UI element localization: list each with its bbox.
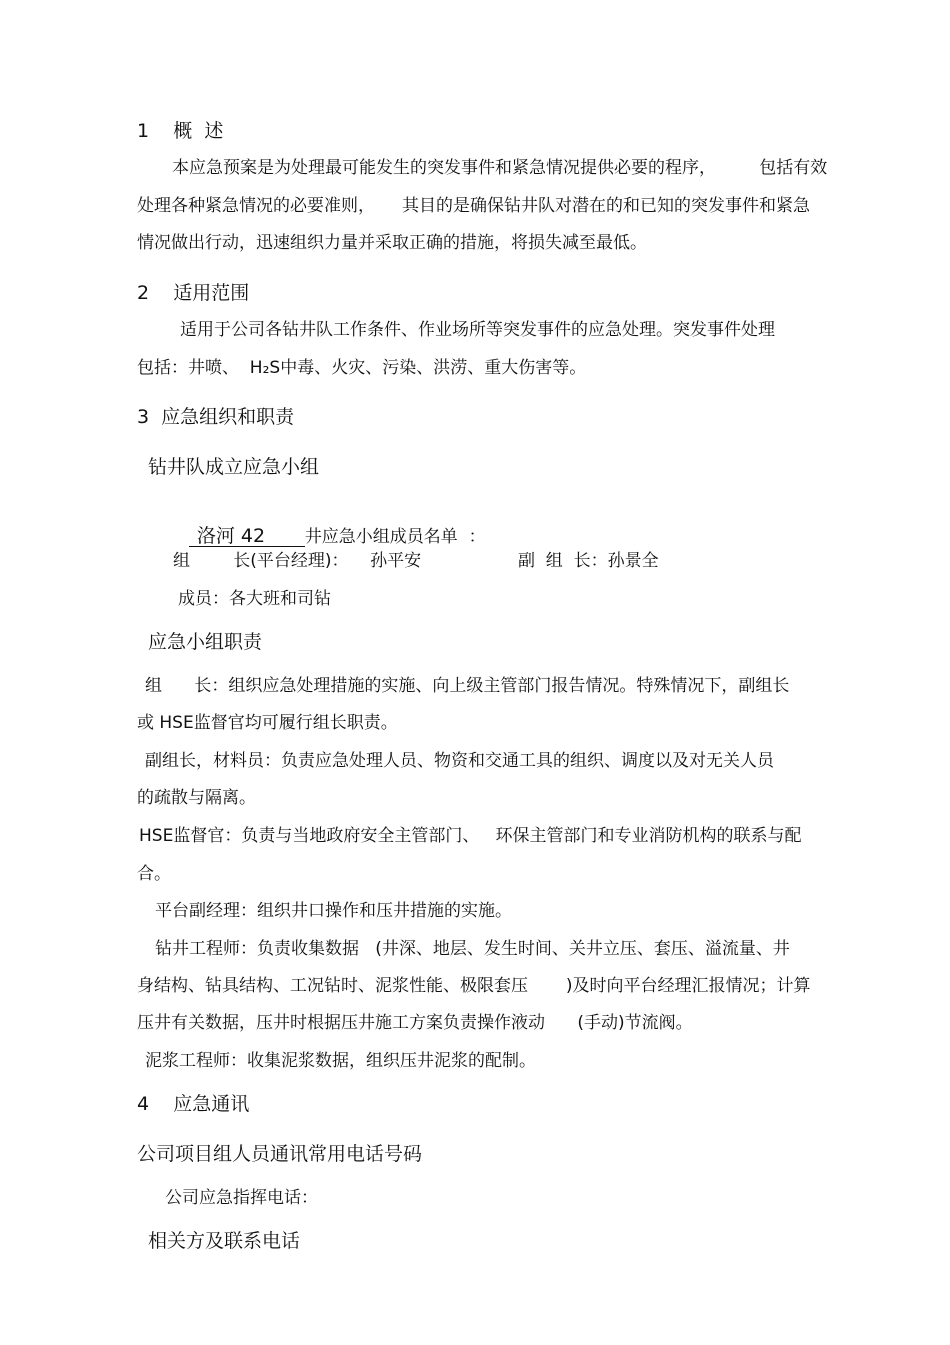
team-leader: 组 长(平台经理)： 孙平安 (173, 551, 422, 571)
section-2-line-1: 适用于公司各钻井队工作条件、作业场所等突发事件的应急处理。突发事件处理 (180, 320, 775, 340)
duty-line-4: 的疏散与隔离。 (137, 788, 256, 808)
duty-line-1: 组 长：组织应急处理措施的实施、向上级主管部门报告情况。特殊情况下，副组长 (145, 676, 790, 696)
section-4-subheading-contacts: 相关方及联系电话 (148, 1230, 301, 1252)
duty-line-2: 或 HSE监督官均可履行组长职责。 (137, 713, 398, 733)
duty-line-10: 压井有关数据，压井时根据压井施工方案负责操作液动 (手动)节流阀。 (137, 1013, 693, 1033)
section-3-subheading-team: 钻井队成立应急小组 (148, 456, 320, 478)
emergency-command-phone: 公司应急指挥电话： (165, 1188, 318, 1208)
section-3-subheading-duties: 应急小组职责 (148, 631, 263, 653)
duty-line-3: 副组长，材料员：负责应急处理人员、物资和交通工具的组织、调度以及对无关人员 (145, 751, 774, 771)
section-3-heading: 3 应急组织和职责 (137, 406, 295, 428)
duty-line-6: 合。 (137, 864, 171, 884)
section-2-line-2: 包括：井喷、 H₂S中毒、火灾、污染、洪涝、重大伤害等。 (137, 358, 587, 378)
section-2-heading: 2 适用范围 (137, 282, 250, 304)
team-deputy: 副 组 长：孙景全 (518, 551, 659, 571)
duty-line-7: 平台副经理：组织井口操作和压井措施的实施。 (155, 901, 512, 921)
team-members: 成员：各大班和司钻 (178, 589, 331, 609)
section-1-line-3: 情况做出行动，迅速组织力量并采取正确的措施，将损失减至最低。 (137, 233, 647, 253)
roster-well-name: 洛河 42 (189, 526, 305, 547)
section-4-subheading-phones: 公司项目组人员通讯常用电话号码 (137, 1143, 423, 1165)
section-1-line-1: 本应急预案是为处理最可能发生的突发事件和紧急情况提供必要的程序， 包括有效 (172, 158, 828, 178)
section-1-line-2: 处理各种紧急情况的必要准则， 其目的是确保钻井队对潜在的和已知的突发事件和紧急 (137, 196, 811, 216)
duty-line-11: 泥浆工程师：收集泥浆数据，组织压井泥浆的配制。 (145, 1051, 536, 1071)
section-4-heading: 4 应急通讯 (137, 1093, 250, 1115)
duty-line-9: 身结构、钻具结构、工况钻时、泥浆性能、极限套压 )及时向平台经理汇报情况；计算 (137, 976, 811, 996)
duty-line-5: HSE监督官：负责与当地政府安全主管部门、 环保主管部门和专业消防机构的联系与配 (139, 826, 802, 846)
section-1-heading: 1 概 述 (137, 120, 224, 142)
roster-title (178, 506, 486, 547)
roster-title-text: 井应急小组成员名单 ： (304, 527, 486, 547)
duty-line-8: 钻井工程师：负责收集数据 (井深、地层、发生时间、关井立压、套压、溢流量、井 (155, 939, 790, 959)
